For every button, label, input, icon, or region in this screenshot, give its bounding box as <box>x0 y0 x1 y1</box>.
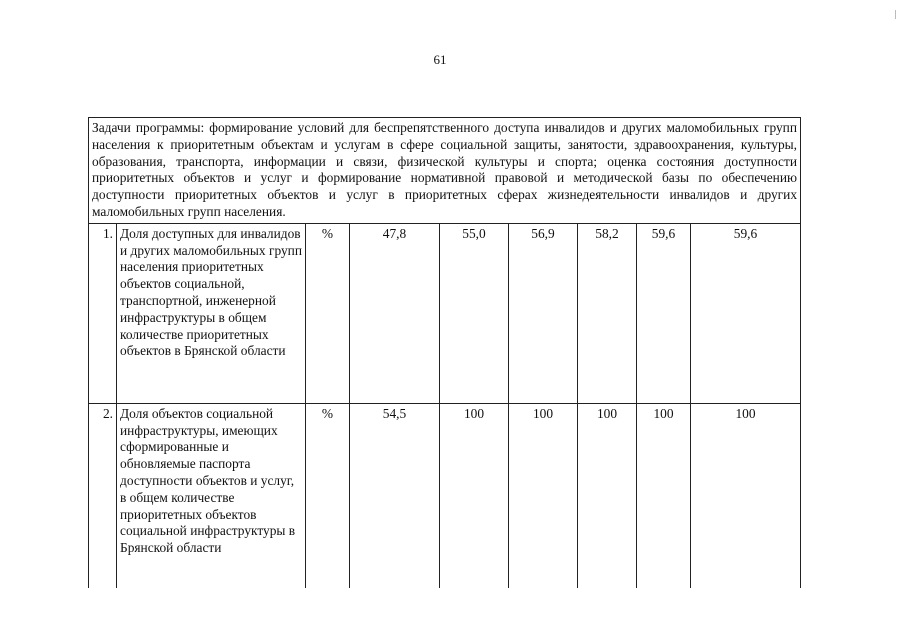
value-cell: 47,8 <box>350 223 440 403</box>
table-row <box>89 223 801 403</box>
value-cell: 59,6 <box>637 223 691 403</box>
value-cell: 100 <box>691 403 801 588</box>
value-cell: 100 <box>440 403 509 588</box>
page-number: 61 <box>433 52 447 67</box>
tasks-row <box>89 118 801 224</box>
value-cell: 100 <box>637 403 691 588</box>
value-cell: 100 <box>509 403 578 588</box>
value-cell: 58,2 <box>578 223 637 403</box>
table-row <box>89 403 801 588</box>
unit-cell: % <box>306 403 350 588</box>
value-cell: 56,9 <box>509 223 578 403</box>
scan-edge-mark <box>895 10 896 19</box>
value-cell: 59,6 <box>691 223 801 403</box>
value-cell: 55,0 <box>440 223 509 403</box>
indicators-table <box>88 117 801 588</box>
row-number: 2. <box>89 403 117 588</box>
value-cell: 54,5 <box>350 403 440 588</box>
row-number: 1. <box>89 223 117 403</box>
unit-cell: % <box>306 223 350 403</box>
indicator-name: Доля объектов социальной инфраструктуры, имеющих сформированные и обновляемые паспорта доступности объектов и услуг, в общем количестве приоритетных объектов социальной инфраструктуры в Брянской области <box>117 403 306 588</box>
value-cell: 100 <box>578 403 637 588</box>
program-tasks-text: Задачи программы: формирование условий для беспрепятственного доступа инвалидов и других маломобильных групп населения к приоритетным объектам и услугам в сфере социальной защиты, занятости, здравоохранения, культуры, образования, транспорта, информации и связи, физической культуры и спорта; оценка состояния доступности приоритетных объектов и услуг и формирование нормативной правовой и методической базы по обеспечению доступности приоритетных объектов и услуг в приоритетных сферах жизнедеятельности инвалидов и других маломобильных групп населения. <box>89 118 801 224</box>
indicator-name: Доля доступных для инвалидов и других маломобильных групп населения приоритетных объектов социальной, транспортной, инженерной инфраструктуры в общем количестве приоритетных объектов в Брянской области <box>117 223 306 403</box>
